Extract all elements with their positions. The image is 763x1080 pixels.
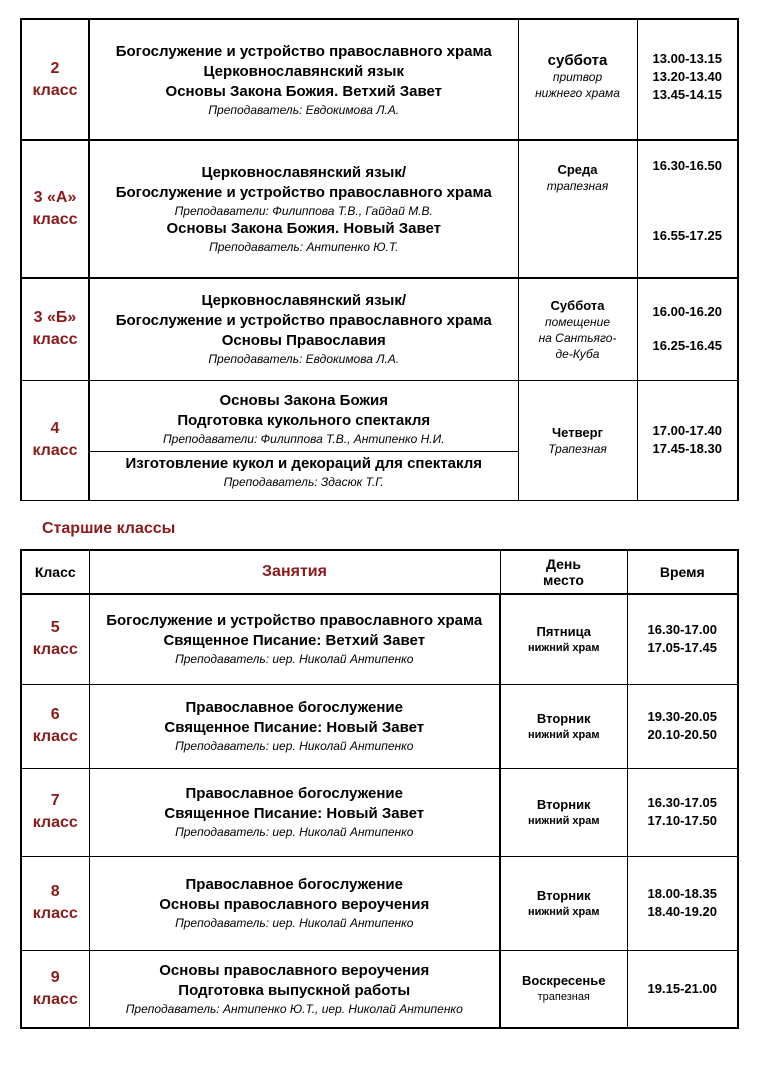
time-cell — [627, 594, 738, 684]
table-row — [21, 594, 738, 684]
time: 18.40-19.20 — [647, 904, 717, 919]
subjects-cell — [89, 140, 518, 278]
time: 17.45-18.30 — [652, 441, 722, 456]
subject-divider — [90, 451, 518, 490]
place: нижнего храма — [535, 86, 620, 100]
subject: Православное богослужение — [185, 699, 403, 716]
time-cell — [637, 380, 738, 500]
time: 17.05-17.45 — [647, 640, 717, 656]
place: притвор — [552, 70, 603, 84]
day: Пятница — [536, 623, 592, 639]
class-number: 3 «А» — [33, 189, 77, 206]
day-place-cell — [500, 856, 627, 950]
class-cell — [21, 140, 89, 278]
class-number: 7 — [50, 792, 60, 809]
time-cell — [627, 684, 738, 768]
time: 13.00-13.15 — [652, 51, 722, 66]
class-number: 4 — [50, 420, 60, 437]
class-word: класс — [32, 641, 78, 659]
place: нижний храм — [527, 814, 600, 827]
subject: Богослужение и устройство православного храма — [115, 312, 492, 330]
time: 13.20-13.40 — [652, 69, 722, 84]
class-number: 9 — [50, 968, 60, 986]
place: нижний храм — [527, 728, 600, 741]
time: 16.00-16.20 — [652, 304, 722, 320]
time: 13.45-14.15 — [652, 87, 722, 102]
class-cell — [21, 856, 89, 950]
place: на Сантьяго- — [538, 330, 617, 345]
teacher: Преподаватели: Филиппова Т.В., Гайдай М.В. — [174, 204, 433, 218]
class-number: 6 — [50, 706, 60, 723]
class-word: класс — [32, 905, 78, 922]
class-cell — [21, 768, 89, 856]
class-cell — [21, 19, 89, 140]
place: трапезная — [537, 991, 590, 1004]
table-row — [21, 950, 738, 1028]
header-subjects: Занятия — [89, 550, 500, 594]
subject: Основы Закона Божия. Ветхий Завет — [165, 82, 442, 100]
teacher: Преподаватель: иер. Николай Антипенко — [175, 916, 414, 930]
time: 19.15-21.00 — [647, 980, 717, 996]
subject: Богослужение и устройство православного храма — [115, 184, 492, 201]
table-header-row — [21, 550, 738, 594]
class-number: 5 — [50, 619, 60, 637]
subjects-cell — [89, 380, 518, 500]
day: Вторник — [536, 887, 591, 903]
table-row — [21, 856, 738, 950]
teacher: Преподаватель: Евдокимова Л.А. — [208, 102, 400, 117]
teacher: Преподаватель: иер. Николай Антипенко — [175, 825, 414, 839]
subject: Основы православного вероучения — [159, 961, 430, 979]
class-cell — [21, 594, 89, 684]
class-word: класс — [32, 331, 78, 349]
day-place-cell — [518, 380, 637, 500]
time-cell — [637, 19, 738, 140]
subject: Подготовка кукольного спектакля — [177, 411, 431, 429]
class-word: класс — [32, 814, 78, 831]
day: Воскресенье — [522, 973, 606, 989]
class-word: класс — [32, 81, 78, 99]
time-cell — [627, 950, 738, 1028]
day: Вторник — [536, 710, 591, 726]
place: де-Куба — [555, 346, 600, 361]
subject: Основы Закона Божия — [219, 391, 389, 409]
time-cell — [627, 856, 738, 950]
day-place-cell — [500, 594, 627, 684]
day-place-cell — [518, 19, 637, 140]
subject: Основы Закона Божия. Новый Завет — [166, 220, 442, 237]
teacher: Преподаватель: иер. Николай Антипенко — [175, 739, 414, 753]
day-place-cell — [518, 140, 637, 278]
subject: Церковнославянский язык/ — [201, 164, 407, 181]
subject: Священное Писание: Ветхий Завет — [163, 632, 426, 650]
place: нижний храм — [527, 641, 600, 654]
day-place-cell — [500, 950, 627, 1028]
section-title-senior: Старшие классы — [42, 520, 176, 537]
subjects-cell — [89, 950, 500, 1028]
place: Трапезная — [548, 441, 607, 456]
subject: Изготовление кукол и декораций для спектакля — [125, 454, 482, 472]
table-row — [21, 768, 738, 856]
day: Вторник — [536, 796, 591, 812]
header-place: место — [543, 572, 584, 588]
place: нижний храм — [527, 905, 600, 918]
time-cell — [637, 140, 738, 278]
subjects-cell — [89, 856, 500, 950]
table-row — [21, 380, 738, 500]
subject: Богослужение и устройство православного храма — [115, 42, 492, 60]
class-cell — [21, 278, 89, 380]
subject: Церковнославянский язык — [203, 62, 404, 80]
table-row — [21, 19, 738, 140]
table-row — [21, 684, 738, 768]
time: 17.00-17.40 — [652, 423, 722, 438]
subjects-cell — [89, 278, 518, 380]
class-number: 3 «Б» — [33, 309, 77, 327]
day: Среда — [557, 162, 598, 177]
subjects-cell — [89, 19, 518, 140]
header-day-place — [500, 550, 627, 594]
subject: Богослужение и устройство православного храма — [106, 612, 483, 630]
teacher: Преподаватель: Антипенко Ю.Т., иер. Николай Антипенко — [125, 1001, 463, 1016]
table-row — [21, 278, 738, 380]
day-place-cell — [500, 768, 627, 856]
place: помещение — [544, 314, 610, 329]
class-number: 2 — [50, 59, 60, 77]
time-cell — [637, 278, 738, 380]
subject: Основы Православия — [221, 332, 386, 350]
time-cell — [627, 768, 738, 856]
time: 16.25-16.45 — [652, 338, 722, 354]
day: Четверг — [552, 424, 603, 440]
subjects-cell — [89, 684, 500, 768]
class-cell — [21, 380, 89, 500]
class-word: класс — [32, 442, 78, 459]
time: 16.30-17.00 — [647, 622, 717, 638]
subjects-cell — [89, 594, 500, 684]
class-cell — [21, 950, 89, 1028]
time: 19.30-20.05 — [647, 709, 717, 724]
senior-schedule-table — [20, 549, 739, 1029]
day-place-cell — [518, 278, 637, 380]
subject: Православное богослужение — [185, 785, 403, 802]
class-number: 8 — [50, 883, 60, 900]
time: 17.10-17.50 — [647, 813, 717, 828]
subject: Священное Писание: Новый Завет — [164, 719, 425, 736]
day-place-cell — [500, 684, 627, 768]
day: Суббота — [550, 297, 605, 313]
place: трапезная — [546, 179, 609, 193]
teacher: Преподаватель: Здасюк Т.Г. — [223, 474, 384, 489]
subject: Церковнославянский язык/ — [201, 292, 407, 310]
time: 20.10-20.50 — [647, 727, 717, 742]
subject: Основы православного вероучения — [159, 896, 430, 913]
subject: Подготовка выпускной работы — [178, 981, 411, 999]
time: 16.30-17.05 — [647, 795, 717, 810]
subject: Православное богослужение — [185, 876, 403, 893]
table-row — [21, 140, 738, 278]
class-word: класс — [32, 211, 78, 228]
teacher: Преподаватель: Евдокимова Л.А. — [208, 352, 400, 367]
subjects-cell — [89, 768, 500, 856]
time: 16.30-16.50 — [652, 158, 722, 173]
class-word: класс — [32, 990, 78, 1008]
teacher: Преподаватель: иер. Николай Антипенко — [175, 652, 414, 667]
day: суббота — [547, 52, 608, 69]
class-cell — [21, 684, 89, 768]
junior-schedule-table — [20, 18, 739, 501]
header-time: Время — [627, 550, 738, 594]
subject: Священное Писание: Новый Завет — [164, 805, 425, 822]
time: 16.55-17.25 — [652, 228, 722, 243]
header-day: День — [546, 556, 581, 572]
teacher: Преподаватель: Антипенко Ю.Т. — [209, 240, 399, 254]
time: 18.00-18.35 — [647, 886, 717, 901]
teacher: Преподаватели: Филиппова Т.В., Антипенко Н.И. — [162, 431, 445, 446]
class-word: класс — [32, 728, 78, 745]
header-class: Класс — [21, 550, 89, 594]
